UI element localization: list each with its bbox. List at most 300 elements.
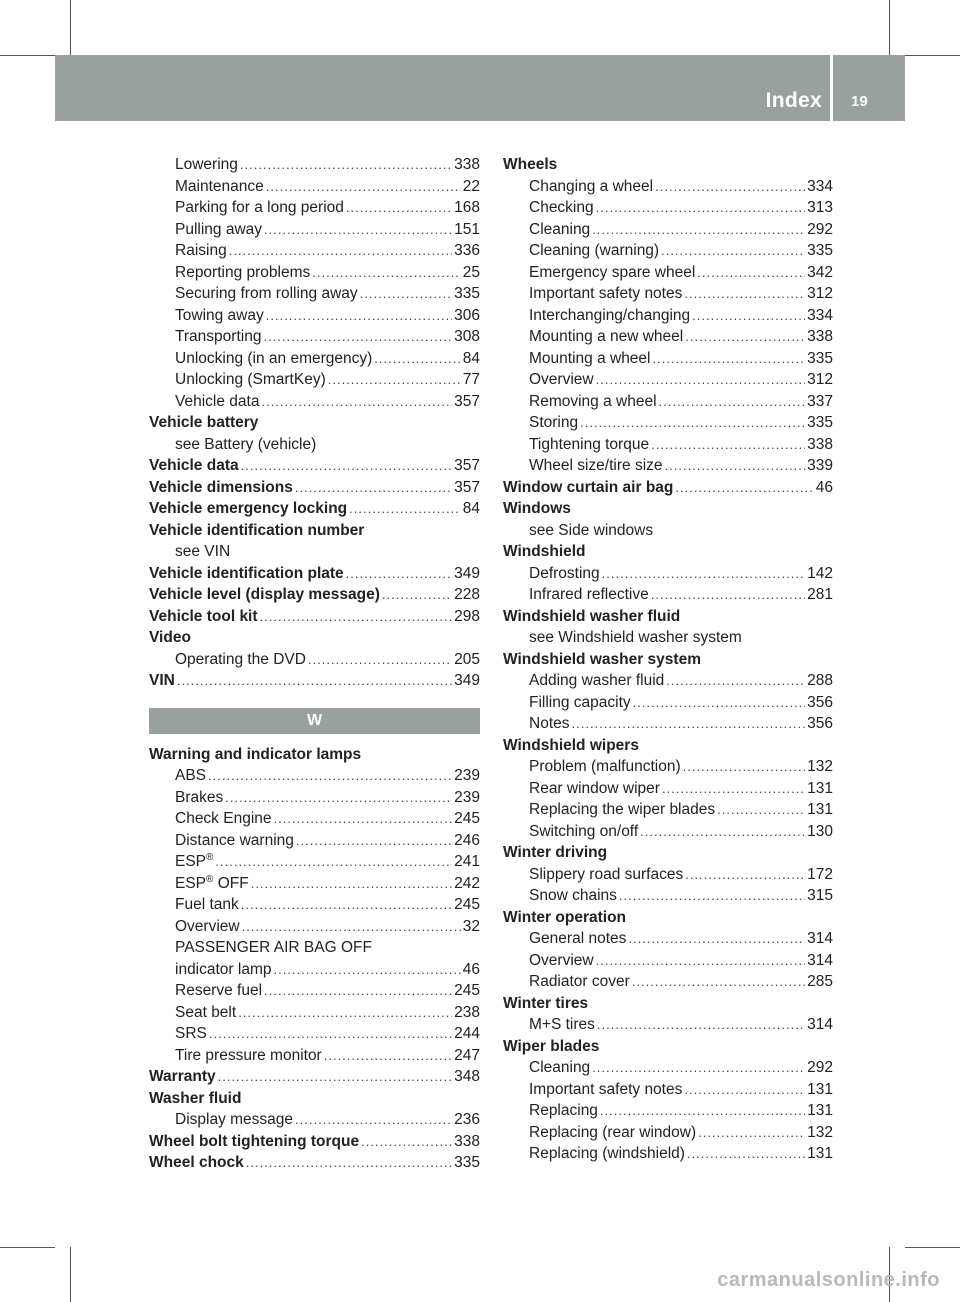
page-reference[interactable]: 335 xyxy=(807,349,833,367)
index-entry-line xyxy=(529,864,833,886)
index-term: see VIN xyxy=(175,543,231,560)
index-term: Emergency spare wheel xyxy=(529,263,696,281)
index-term: Window curtain air bag xyxy=(503,478,674,496)
index-entry-line xyxy=(529,692,833,714)
dot-leader xyxy=(685,864,805,886)
dot-leader xyxy=(717,799,805,821)
index-entry-line xyxy=(503,735,833,757)
index-list-w-continued xyxy=(503,154,833,1165)
index-entry xyxy=(503,1036,833,1058)
page-reference[interactable]: 334 xyxy=(807,306,833,324)
index-entry-line xyxy=(175,154,480,176)
page-reference[interactable]: 245 xyxy=(454,982,480,999)
page-reference[interactable]: 335 xyxy=(807,242,833,259)
dot-leader xyxy=(633,692,805,714)
index-term: see Battery (vehicle) xyxy=(175,435,317,453)
index-entry-line xyxy=(175,851,480,873)
index-term: Vehicle emergency locking xyxy=(149,500,348,517)
page-reference[interactable]: 241 xyxy=(454,853,480,870)
index-term: Changing a wheel xyxy=(529,177,654,195)
page-reference[interactable]: 292 xyxy=(807,1059,833,1076)
index-entry-line xyxy=(503,154,833,176)
index-term: Mounting a new wheel xyxy=(529,328,684,345)
index-entry xyxy=(503,993,833,1015)
page-reference[interactable]: 334 xyxy=(807,177,833,195)
page-reference[interactable]: 77 xyxy=(462,371,480,388)
page-reference[interactable]: 131 xyxy=(807,801,833,818)
watermark: carmanualsonline.info xyxy=(717,1269,940,1291)
index-entry-line xyxy=(149,455,480,477)
index-entry xyxy=(503,520,833,542)
index-entry xyxy=(149,627,480,649)
index-entry xyxy=(149,498,480,520)
page-reference[interactable]: 288 xyxy=(807,672,833,689)
index-entry xyxy=(503,584,833,606)
index-term: Wiper blades xyxy=(503,1037,600,1055)
index-entry-line xyxy=(529,627,833,649)
page-reference[interactable]: 25 xyxy=(462,263,480,281)
page-reference[interactable]: 335 xyxy=(807,414,833,431)
dot-leader xyxy=(215,851,452,873)
page-reference[interactable]: 308 xyxy=(454,328,480,345)
dot-leader xyxy=(665,455,806,477)
dot-leader xyxy=(251,873,452,895)
index-entry xyxy=(503,219,833,241)
index-term: Reserve fuel xyxy=(175,982,263,999)
index-entry xyxy=(503,154,833,176)
index-term: Tire pressure monitor xyxy=(175,1046,322,1064)
index-term: Operating the DVD xyxy=(175,650,306,668)
index-entry-line xyxy=(529,412,833,434)
index-term: Winter tires xyxy=(503,994,589,1012)
index-entry xyxy=(503,412,833,434)
index-entry xyxy=(503,756,833,778)
dot-leader xyxy=(619,885,805,907)
index-entry-line xyxy=(149,1152,480,1174)
dot-leader xyxy=(592,219,805,241)
index-entry-line xyxy=(503,477,833,499)
page-reference[interactable]: 228 xyxy=(454,586,480,603)
index-entry-line xyxy=(149,1131,480,1153)
index-entry-line xyxy=(529,950,833,972)
page-reference[interactable]: 239 xyxy=(454,767,480,784)
dot-leader xyxy=(177,670,452,692)
index-entry xyxy=(503,1100,833,1122)
index-entry xyxy=(149,584,480,606)
index-entry xyxy=(503,735,833,757)
page-reference[interactable]: 312 xyxy=(807,371,833,388)
index-list-w xyxy=(149,744,480,1174)
index-term: Windshield washer fluid xyxy=(503,607,681,625)
index-entry-line xyxy=(175,808,480,830)
index-term: Checking xyxy=(529,199,594,216)
page-reference[interactable]: 242 xyxy=(454,874,480,892)
dot-leader xyxy=(264,219,452,241)
page-reference[interactable]: 356 xyxy=(807,693,833,711)
index-entry-line xyxy=(529,391,833,413)
index-entry xyxy=(149,670,480,692)
index-term: Winter operation xyxy=(503,908,627,926)
dot-leader xyxy=(651,584,805,606)
index-entry xyxy=(149,744,480,766)
index-entry xyxy=(503,305,833,327)
page-header xyxy=(55,55,905,121)
index-entry-line xyxy=(149,584,480,606)
index-term: M+S tires xyxy=(529,1016,595,1033)
index-term: Vehicle dimensions xyxy=(149,478,293,496)
page-reference[interactable]: 130 xyxy=(807,822,833,840)
page-reference[interactable]: 298 xyxy=(454,607,480,625)
index-entry xyxy=(503,434,833,456)
dot-leader xyxy=(266,176,461,198)
index-entry xyxy=(149,477,480,499)
index-term: Vehicle battery xyxy=(149,414,259,431)
dot-leader xyxy=(685,326,805,348)
page-reference[interactable]: 306 xyxy=(454,306,480,324)
page-reference[interactable]: 172 xyxy=(807,865,833,883)
page-reference[interactable]: 314 xyxy=(807,930,833,947)
page-reference[interactable]: 236 xyxy=(454,1111,480,1128)
index-entry xyxy=(503,1014,833,1036)
index-entry-line xyxy=(175,937,480,959)
page-reference[interactable]: 46 xyxy=(815,478,833,496)
index-entry xyxy=(149,830,480,852)
page-reference[interactable]: 356 xyxy=(807,715,833,732)
dot-leader xyxy=(263,326,452,348)
dot-leader xyxy=(229,240,452,262)
index-term: Unlocking (in an emergency) xyxy=(175,349,373,367)
dot-leader xyxy=(324,1045,452,1067)
index-term: see Windshield washer system xyxy=(529,629,742,646)
page-reference[interactable]: 312 xyxy=(807,285,833,302)
page-reference[interactable]: 292 xyxy=(807,220,833,238)
dot-leader xyxy=(295,1109,452,1131)
index-entry xyxy=(503,541,833,563)
index-entry-line xyxy=(175,959,480,981)
index-entry-line xyxy=(149,520,480,542)
index-entry xyxy=(149,455,480,477)
index-entry-line xyxy=(175,873,480,895)
dot-leader xyxy=(374,348,460,370)
index-entry-line xyxy=(529,1100,833,1122)
index-entry-line xyxy=(149,498,480,520)
page-reference[interactable]: 22 xyxy=(462,177,480,195)
index-term: Rear window wiper xyxy=(529,779,660,797)
page-reference[interactable]: 342 xyxy=(807,263,833,281)
index-term: Fuel tank xyxy=(175,896,239,913)
page-reference[interactable]: 313 xyxy=(807,199,833,216)
index-entry xyxy=(149,894,480,916)
page-reference[interactable]: 84 xyxy=(462,500,480,517)
index-entry xyxy=(149,391,480,413)
section-header-w: W xyxy=(149,708,480,734)
page-reference[interactable]: 314 xyxy=(807,1016,833,1033)
index-term: Raising xyxy=(175,242,227,259)
page-reference[interactable]: 314 xyxy=(807,951,833,969)
index-term: Adding washer fluid xyxy=(529,672,665,689)
page-reference[interactable]: 337 xyxy=(807,392,833,410)
page-reference[interactable]: 335 xyxy=(454,285,480,302)
dot-leader xyxy=(640,821,805,843)
page-reference[interactable]: 315 xyxy=(807,887,833,904)
index-term: ESP® xyxy=(175,851,214,870)
page-reference[interactable]: 238 xyxy=(454,1003,480,1021)
index-entry-line xyxy=(175,1109,480,1131)
index-entry xyxy=(149,563,480,585)
index-entry xyxy=(503,1079,833,1101)
index-entry-line xyxy=(175,1002,480,1024)
index-entry-line xyxy=(529,971,833,993)
index-entry-line xyxy=(503,649,833,671)
page-reference[interactable]: 239 xyxy=(454,788,480,806)
index-entry-line xyxy=(175,1045,480,1067)
index-term: VIN xyxy=(149,672,175,689)
page-reference[interactable]: 244 xyxy=(454,1025,480,1042)
index-term: Wheel bolt tightening torque xyxy=(149,1132,360,1150)
index-entry-line xyxy=(149,563,480,585)
index-term: Seat belt xyxy=(175,1003,237,1021)
page-reference[interactable]: 349 xyxy=(454,564,480,582)
index-entry xyxy=(149,808,480,830)
index-term: Replacing xyxy=(529,1102,598,1119)
index-entry-line xyxy=(529,283,833,305)
page-reference[interactable]: 131 xyxy=(807,1080,833,1098)
index-entry xyxy=(149,959,480,981)
index-entry xyxy=(503,197,833,219)
dot-leader xyxy=(266,305,452,327)
index-entry xyxy=(149,348,480,370)
page-reference[interactable]: 281 xyxy=(807,586,833,603)
dot-leader xyxy=(241,894,452,916)
index-entry xyxy=(503,950,833,972)
dot-leader xyxy=(662,778,805,800)
index-entry xyxy=(149,283,480,305)
index-entry xyxy=(149,305,480,327)
index-term: SRS xyxy=(175,1025,207,1042)
index-term: Vehicle identification plate xyxy=(149,564,344,582)
crop-mark xyxy=(70,1247,71,1302)
page-reference[interactable]: 247 xyxy=(454,1046,480,1064)
dot-leader xyxy=(632,971,805,993)
dot-leader xyxy=(349,498,461,520)
page-reference[interactable]: 142 xyxy=(807,564,833,582)
page-reference[interactable]: 84 xyxy=(462,349,480,367)
dot-leader xyxy=(596,950,806,972)
index-entry xyxy=(503,455,833,477)
dot-leader xyxy=(596,369,806,391)
index-entry-line xyxy=(529,240,833,262)
index-entry-line xyxy=(529,713,833,735)
dot-leader xyxy=(296,830,452,852)
index-entry xyxy=(149,326,480,348)
index-term: Radiator cover xyxy=(529,973,630,990)
dot-leader xyxy=(684,283,805,305)
index-entry xyxy=(503,606,833,628)
dot-leader xyxy=(361,1131,452,1153)
index-entry xyxy=(503,369,833,391)
index-entry xyxy=(503,262,833,284)
index-entry xyxy=(149,219,480,241)
dot-leader xyxy=(655,176,805,198)
page-number: 19 xyxy=(851,93,868,110)
page-reference[interactable]: 336 xyxy=(454,242,480,259)
index-term: Vehicle data xyxy=(175,392,260,410)
page-reference[interactable]: 349 xyxy=(454,672,480,689)
index-term: Snow chains xyxy=(529,887,617,904)
index-term: Problem (malfunction) xyxy=(529,758,681,775)
index-entry xyxy=(503,907,833,929)
page-reference[interactable]: 151 xyxy=(454,220,480,238)
dot-leader xyxy=(382,584,452,606)
index-entry xyxy=(503,799,833,821)
page-reference[interactable]: 46 xyxy=(462,960,480,978)
index-entry xyxy=(503,842,833,864)
page-reference[interactable]: 339 xyxy=(807,457,833,474)
index-entry xyxy=(503,498,833,520)
dot-leader xyxy=(208,765,452,787)
index-term: Wheel chock xyxy=(149,1154,244,1171)
dot-leader xyxy=(602,563,805,585)
page-reference[interactable]: 245 xyxy=(454,896,480,913)
page-reference[interactable]: 205 xyxy=(454,650,480,668)
index-entry-line xyxy=(175,369,480,391)
index-term: indicator lamp xyxy=(175,960,272,978)
index-entry-line xyxy=(175,787,480,809)
page-reference[interactable]: 338 xyxy=(807,435,833,453)
index-term: Securing from rolling away xyxy=(175,285,358,302)
index-term: Storing xyxy=(529,414,579,431)
page-reference[interactable]: 132 xyxy=(807,758,833,775)
page-reference[interactable]: 285 xyxy=(807,973,833,990)
index-entry-line xyxy=(175,219,480,241)
index-entry-line xyxy=(529,1057,833,1079)
index-entry-line xyxy=(529,1079,833,1101)
page-reference[interactable]: 245 xyxy=(454,810,480,827)
index-term: PASSENGER AIR BAG OFF xyxy=(175,939,372,956)
page-reference[interactable]: 131 xyxy=(807,1145,833,1162)
dot-leader xyxy=(683,756,806,778)
index-entry xyxy=(503,348,833,370)
index-entry-line xyxy=(149,606,480,628)
page-title: Index xyxy=(765,89,822,112)
index-entry-line xyxy=(529,778,833,800)
page-reference[interactable]: 357 xyxy=(454,457,480,474)
index-entry xyxy=(503,283,833,305)
index-entry-line xyxy=(175,240,480,262)
index-term: Infrared reflective xyxy=(529,586,649,603)
index-entry-line xyxy=(529,520,833,542)
index-term: Tightening torque xyxy=(529,435,650,453)
dot-leader xyxy=(580,412,805,434)
index-list-v xyxy=(149,154,480,692)
index-term: Lowering xyxy=(175,156,238,173)
index-entry-line xyxy=(503,1036,833,1058)
page-reference[interactable]: 348 xyxy=(454,1068,480,1085)
index-entry xyxy=(149,541,480,563)
index-term: Check Engine xyxy=(175,810,272,827)
index-entry-line xyxy=(149,744,480,766)
page-reference[interactable]: 357 xyxy=(454,478,480,496)
index-entry-line xyxy=(175,916,480,938)
index-entry-line xyxy=(529,434,833,456)
page-reference[interactable]: 338 xyxy=(454,1132,480,1150)
dot-leader xyxy=(246,1152,452,1174)
index-entry xyxy=(503,1122,833,1144)
index-entry xyxy=(149,937,480,959)
dot-leader xyxy=(261,391,452,413)
index-entry-line xyxy=(175,262,480,284)
dot-leader xyxy=(346,197,452,219)
index-entry xyxy=(503,563,833,585)
index-entry xyxy=(149,916,480,938)
index-term: Cleaning (warning) xyxy=(529,242,660,259)
index-entry xyxy=(149,787,480,809)
dot-leader xyxy=(328,369,461,391)
page-reference[interactable]: 246 xyxy=(454,831,480,849)
index-term: Notes xyxy=(529,715,570,732)
index-entry-line xyxy=(149,477,480,499)
index-entry-line xyxy=(175,283,480,305)
dot-leader xyxy=(308,649,452,671)
index-term: Removing a wheel xyxy=(529,392,657,410)
index-entry-line xyxy=(529,326,833,348)
index-entry xyxy=(503,627,833,649)
index-entry xyxy=(503,713,833,735)
index-entry-line xyxy=(529,1122,833,1144)
index-term: Maintenance xyxy=(175,177,264,195)
dot-leader xyxy=(264,980,452,1002)
dot-leader xyxy=(312,262,460,284)
page-reference[interactable]: 32 xyxy=(462,917,480,935)
index-entry-line xyxy=(529,305,833,327)
page-reference[interactable]: 338 xyxy=(454,156,480,173)
page-reference[interactable]: 131 xyxy=(807,779,833,797)
dot-leader xyxy=(225,787,452,809)
crop-mark xyxy=(0,1247,55,1248)
index-entry xyxy=(149,980,480,1002)
index-entry-line xyxy=(149,412,480,434)
index-term: Replacing (rear window) xyxy=(529,1123,697,1141)
page-reference[interactable]: 168 xyxy=(454,199,480,216)
index-term: Replacing the wiper blades xyxy=(529,801,716,818)
page-reference[interactable]: 357 xyxy=(454,392,480,410)
page-reference[interactable]: 131 xyxy=(807,1102,833,1119)
index-entry xyxy=(503,649,833,671)
index-term: Brakes xyxy=(175,788,224,806)
page-reference[interactable]: 335 xyxy=(454,1154,480,1171)
index-entry xyxy=(149,1002,480,1024)
index-term: Interchanging/changing xyxy=(529,306,691,324)
index-term: Parking for a long period xyxy=(175,199,344,216)
dot-leader xyxy=(661,240,805,262)
index-entry-line xyxy=(529,756,833,778)
index-entry xyxy=(503,1143,833,1165)
index-term: General notes xyxy=(529,930,627,947)
index-entry xyxy=(503,971,833,993)
index-entry xyxy=(149,765,480,787)
index-entry xyxy=(149,1088,480,1110)
index-entry xyxy=(149,1066,480,1088)
index-entry xyxy=(503,477,833,499)
page-reference[interactable]: 338 xyxy=(807,328,833,345)
index-entry xyxy=(149,1131,480,1153)
index-entry xyxy=(149,1109,480,1131)
index-term: Warranty xyxy=(149,1068,216,1085)
page-reference[interactable]: 132 xyxy=(807,1123,833,1141)
index-entry-line xyxy=(503,541,833,563)
crop-mark xyxy=(70,0,71,55)
index-entry-line xyxy=(175,541,480,563)
